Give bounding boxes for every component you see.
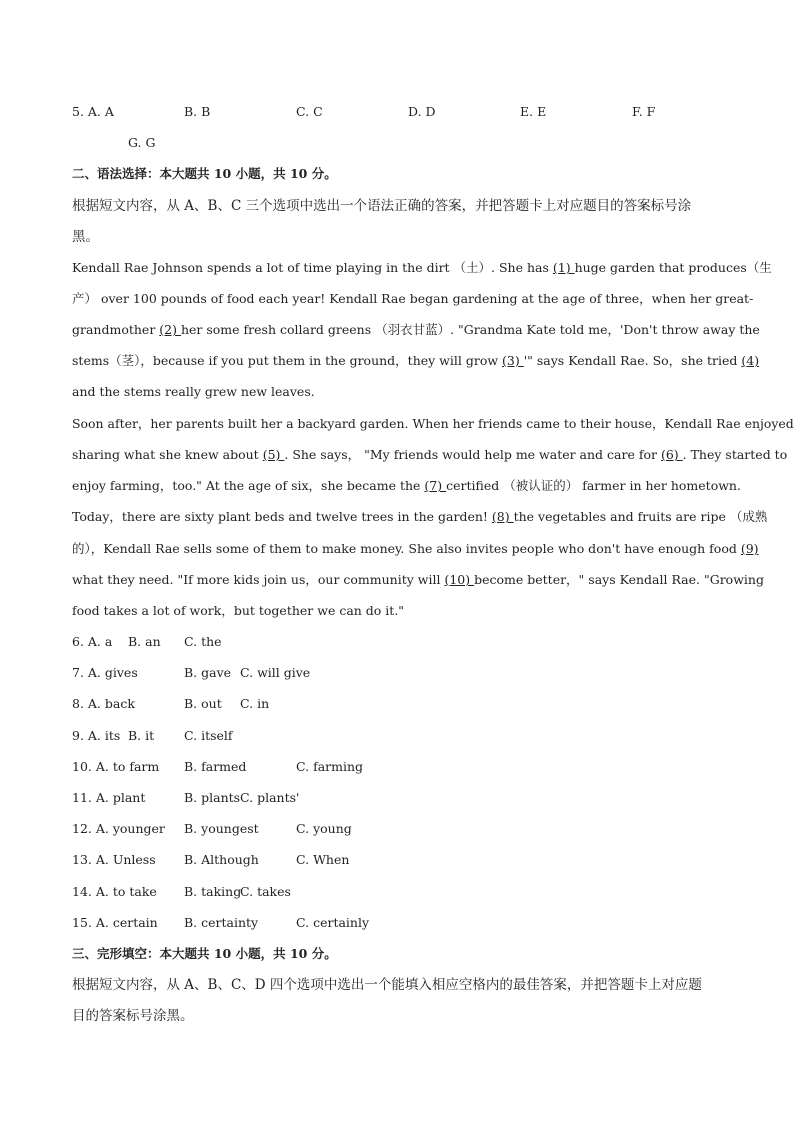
passage-line-9: Today，there are sixty plant beds and twelve trees in the garden! (8) the vegetables and fruits are ripe （成熟 xyxy=(72,509,768,524)
question-6: 6. A. a B. an C. the xyxy=(72,634,222,649)
section2-instruction-cont: 黑。 xyxy=(72,229,99,245)
passage-line-1: Kendall Rae Johnson spends a lot of time playing in the dirt （土）. She has (1) huge garden that produces（生 xyxy=(72,260,772,275)
question-13: 13. A. Unless B. Although C. When xyxy=(72,852,350,867)
passage-line-7: sharing what she knew about (5) . She says， "My friends would help me water and care for (6) . They started to xyxy=(72,447,788,462)
q5-number: 5. A. A xyxy=(72,104,114,119)
q5-option-c: C. C xyxy=(296,104,323,119)
passage-line-12: food takes a lot of work，but together we can do it." xyxy=(72,603,405,618)
blank-3: (3) xyxy=(502,353,524,368)
section3-instruction: 根据短文内容，从 A、B、C、D 四个选项中选出一个能填入相应空格内的最佳答案，并把答题卡上对应题 xyxy=(72,977,702,993)
question-15: 15. A. certain B. certainty C. certainly xyxy=(72,915,370,930)
section2-instruction: 根据短文内容，从 A、B、C 三个选项中选出一个语法正确的答案，并把答题卡上对应题目的答案标号涂 xyxy=(72,198,692,214)
q5-option-f: F. F xyxy=(632,104,656,119)
section3-title: 三、完形填空：本大题共 10 小题，共 10 分。 xyxy=(72,946,337,961)
blank-4: (4) xyxy=(741,353,760,368)
blank-6: (6) xyxy=(660,447,683,462)
passage-line-4: stems（茎），because if you put them in the ground，they will grow (3) '" says Kendall Rae. So，she tried (4) xyxy=(72,353,760,368)
blank-5: (5) xyxy=(262,447,285,462)
q5-option-e: E. E xyxy=(520,104,547,119)
q5-options-row xyxy=(72,104,655,120)
q5-option-d: D. D xyxy=(408,104,436,119)
question-10: 10. A. to farm B. farmed C. farming xyxy=(72,759,364,774)
question-7: 7. A. gives B. gave C. will give xyxy=(72,665,311,680)
question-11: 11. A. plant B. plantsC. plants' xyxy=(72,790,300,805)
q5-option-b: B. B xyxy=(184,104,211,119)
passage-line-6: Soon after，her parents built her a backyard garden. When her friends came to their house，Kendall Rae enjoyed xyxy=(72,416,794,431)
blank-7: (7) xyxy=(424,478,447,493)
q5-option-g: G. G xyxy=(128,135,156,150)
passage-line-10: 的），Kendall Rae sells some of them to make money. She also invites people who don't have enough food (9) xyxy=(72,541,759,556)
passage-line-8: enjoy farming，too." At the age of six，she became the (7) certified （被认证的） farmer in her hometown. xyxy=(72,478,741,493)
blank-1: (1) xyxy=(552,260,575,275)
section2-title: 二、语法选择：本大题共 10 小题，共 10 分。 xyxy=(72,166,337,181)
blank-9: (9) xyxy=(740,541,759,556)
blank-8: (8) xyxy=(491,509,514,524)
passage-line-3: grandmother (2) her some fresh collard greens （羽衣甘蓝）. "Grandma Kate told me，'Don't throw away the xyxy=(72,322,760,337)
question-12: 12. A. younger B. youngest C. young xyxy=(72,821,352,836)
question-8: 8. A. back B. out C. in xyxy=(72,696,270,711)
section3-instruction-cont: 目的答案标号涂黑。 xyxy=(72,1008,194,1024)
passage-line-2: 产） over 100 pounds of food each year! Kendall Rae began gardening at the age of three，when her great- xyxy=(72,291,754,306)
blank-2: (2) xyxy=(159,322,181,337)
blank-10: (10) xyxy=(444,572,475,587)
question-9: 9. A. its B. it C. itself xyxy=(72,728,233,743)
question-14: 14. A. to take B. takingC. takes xyxy=(72,884,291,899)
passage-line-11: what they need. "If more kids join us，our community will (10) become better，" says Kendall Rae. "Growing xyxy=(72,572,764,587)
passage-line-5: and the stems really grew new leaves. xyxy=(72,384,315,399)
